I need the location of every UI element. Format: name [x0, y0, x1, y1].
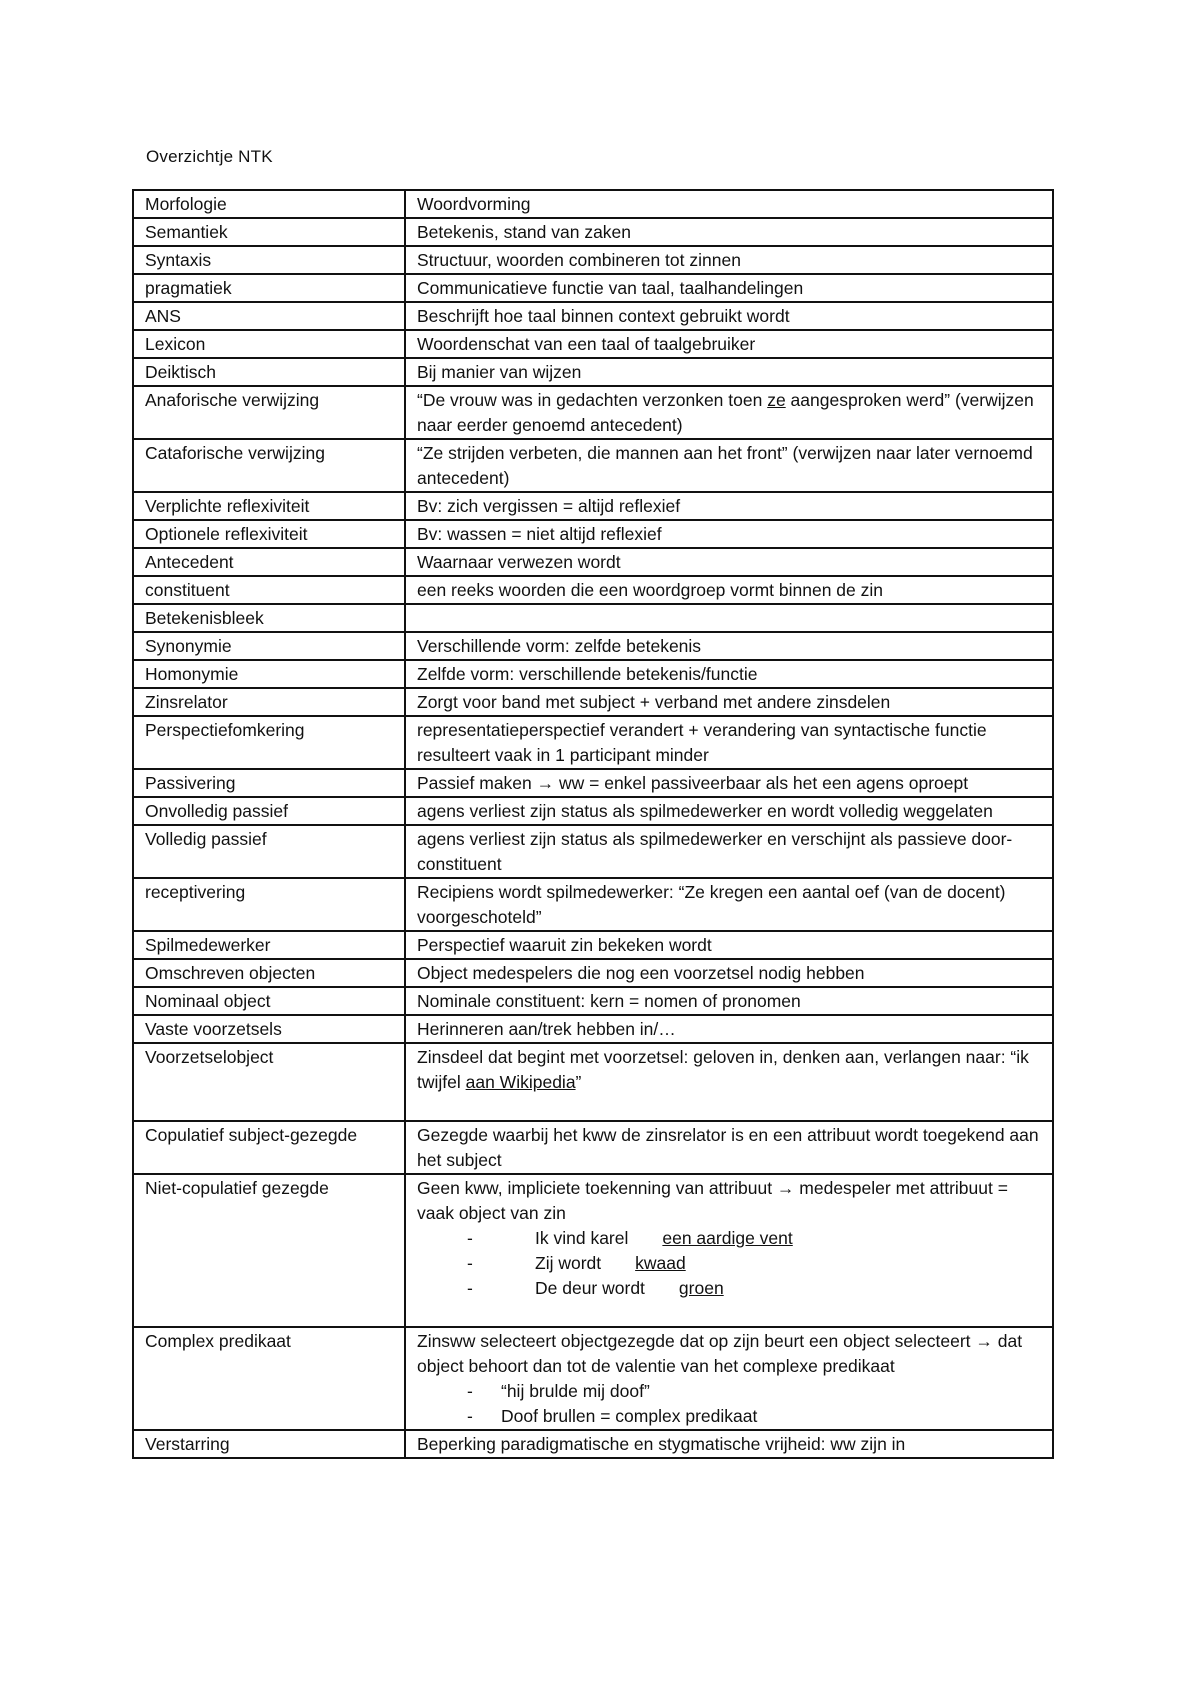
term-cell: Perspectiefomkering	[133, 716, 405, 769]
term-cell: Volledig passief	[133, 825, 405, 878]
table-row	[133, 330, 1053, 358]
table-row	[133, 1174, 1053, 1327]
definition-cell: Passief maken → ww = enkel passiveerbaar als het een agens oproept	[405, 769, 1053, 797]
table-row	[133, 386, 1053, 439]
bullet-text: Zij wordt	[535, 1253, 602, 1273]
table-row	[133, 931, 1053, 959]
table-row	[133, 769, 1053, 797]
table-row	[133, 1327, 1053, 1430]
underlined-text: een aardige vent	[662, 1228, 793, 1248]
document-title: Overzichtje NTK	[146, 147, 273, 166]
table-row	[133, 576, 1053, 604]
definition-cell: representatieperspectief verandert + verandering van syntactische functie resulteert vaak in 1 participant minder	[405, 716, 1053, 769]
table-row	[133, 246, 1053, 274]
definition-cell: agens verliest zijn status als spilmedewerker en wordt volledig weggelaten	[405, 797, 1053, 825]
definition-cell: een reeks woorden die een woordgroep vormt binnen de zin	[405, 576, 1053, 604]
term-cell: pragmatiek	[133, 274, 405, 302]
term-cell: Cataforische verwijzing	[133, 439, 405, 492]
definition-cell: Object medespelers die nog een voorzetsel nodig hebben	[405, 959, 1053, 987]
definition-cell	[405, 1043, 1053, 1121]
table-row	[133, 632, 1053, 660]
table-row	[133, 1430, 1053, 1458]
term-cell: Vaste voorzetsels	[133, 1015, 405, 1043]
table-row	[133, 520, 1053, 548]
term-cell: Verplichte reflexiviteit	[133, 492, 405, 520]
term-cell: Voorzetselobject	[133, 1043, 405, 1121]
glossary-table	[132, 189, 1054, 1459]
term-cell: Omschreven objecten	[133, 959, 405, 987]
term-cell: Morfologie	[133, 190, 405, 218]
definition-cell: Beperking paradigmatische en stygmatische vrijheid: ww zijn in	[405, 1430, 1053, 1458]
bullet-text: Ik vind karel	[535, 1228, 629, 1248]
term-cell: Lexicon	[133, 330, 405, 358]
table-row	[133, 797, 1053, 825]
definition-text: aangesproken werd” (verwijzen naar eerder genoemd antecedent)	[417, 390, 1034, 435]
definition-cell: Herinneren aan/trek hebben in/…	[405, 1015, 1053, 1043]
definition-cell: Woordenschat van een taal of taalgebruiker	[405, 330, 1053, 358]
definition-text: “De vrouw was in gedachten verzonken toen	[417, 390, 768, 410]
table-row	[133, 604, 1053, 632]
bullet-item	[417, 1276, 1042, 1301]
term-cell: Betekenisbleek	[133, 604, 405, 632]
term-cell: ANS	[133, 302, 405, 330]
definition-cell-empty	[405, 604, 1053, 632]
definition-cell	[405, 386, 1053, 439]
definition-cell: Gezegde waarbij het kww de zinsrelator is en een attribuut wordt toegekend aan het subject	[405, 1121, 1053, 1174]
table-row	[133, 825, 1053, 878]
table-row	[133, 439, 1053, 492]
underlined-text: aan Wikipedia	[465, 1072, 576, 1092]
term-cell: Antecedent	[133, 548, 405, 576]
term-cell: Verstarring	[133, 1430, 405, 1458]
table-row	[133, 492, 1053, 520]
definition-text: Zinsww selecteert objectgezegde dat op zijn beurt een object selecteert → dat object behoort dan tot de valentie van het complexe predikaat	[417, 1331, 1023, 1376]
term-cell: Onvolledig passief	[133, 797, 405, 825]
definition-cell: Verschillende vorm: zelfde betekenis	[405, 632, 1053, 660]
definition-cell: Bv: zich vergissen = altijd reflexief	[405, 492, 1053, 520]
term-cell: receptivering	[133, 878, 405, 931]
table-row	[133, 688, 1053, 716]
term-cell: constituent	[133, 576, 405, 604]
underlined-text: kwaad	[635, 1253, 686, 1273]
underlined-text: ze	[767, 390, 786, 410]
term-cell: Passivering	[133, 769, 405, 797]
table-row	[133, 1121, 1053, 1174]
term-cell: Niet-copulatief gezegde	[133, 1174, 405, 1327]
term-cell: Zinsrelator	[133, 688, 405, 716]
definition-cell: Bv: wassen = niet altijd reflexief	[405, 520, 1053, 548]
term-cell: Syntaxis	[133, 246, 405, 274]
definition-text: Zinsdeel dat begint met voorzetsel: geloven in, denken aan, verlangen naar: “ik twijfel	[417, 1047, 1029, 1092]
definition-cell: Beschrijft hoe taal binnen context gebruikt wordt	[405, 302, 1053, 330]
table-row	[133, 878, 1053, 931]
table-row	[133, 548, 1053, 576]
table-row	[133, 358, 1053, 386]
term-cell: Homonymie	[133, 660, 405, 688]
definition-cell: agens verliest zijn status als spilmedewerker en verschijnt als passieve door-constituent	[405, 825, 1053, 878]
definition-text: ”	[575, 1072, 582, 1092]
table-row	[133, 987, 1053, 1015]
definition-text: Geen kww, impliciete toekenning van attribuut → medespeler met attribuut = vaak object van zin	[417, 1178, 1008, 1223]
table-row	[133, 274, 1053, 302]
definition-cell: Zorgt voor band met subject + verband met andere zinsdelen	[405, 688, 1053, 716]
bullet-text: “hij brulde mij doof”	[501, 1381, 650, 1401]
term-cell: Copulatief subject-gezegde	[133, 1121, 405, 1174]
definition-cell: Structuur, woorden combineren tot zinnen	[405, 246, 1053, 274]
underlined-text: groen	[678, 1278, 724, 1298]
table-row	[133, 660, 1053, 688]
term-cell: Semantiek	[133, 218, 405, 246]
term-cell: Anaforische verwijzing	[133, 386, 405, 439]
definition-cell: Communicatieve functie van taal, taalhandelingen	[405, 274, 1053, 302]
term-cell: Synonymie	[133, 632, 405, 660]
definition-cell: Betekenis, stand van zaken	[405, 218, 1053, 246]
definition-cell: Zelfde vorm: verschillende betekenis/functie	[405, 660, 1053, 688]
definition-cell: Perspectief waaruit zin bekeken wordt	[405, 931, 1053, 959]
table-row	[133, 1015, 1053, 1043]
table-row	[133, 1043, 1053, 1121]
table-row	[133, 302, 1053, 330]
bullet-item	[417, 1226, 1042, 1251]
table-row	[133, 716, 1053, 769]
term-cell: Optionele reflexiviteit	[133, 520, 405, 548]
term-cell: Nominaal object	[133, 987, 405, 1015]
bullet-item	[417, 1379, 1042, 1404]
bullet-text: Doof brullen = complex predikaat	[501, 1406, 758, 1426]
bullet-item	[417, 1404, 1042, 1429]
term-cell: Deiktisch	[133, 358, 405, 386]
term-cell: Spilmedewerker	[133, 931, 405, 959]
table-row	[133, 959, 1053, 987]
definition-cell: Nominale constituent: kern = nomen of pronomen	[405, 987, 1053, 1015]
table-row	[133, 190, 1053, 218]
definition-cell: “Ze strijden verbeten, die mannen aan het front” (verwijzen naar later vernoemd antecedent)	[405, 439, 1053, 492]
definition-cell: Waarnaar verwezen wordt	[405, 548, 1053, 576]
definition-cell: Bij manier van wijzen	[405, 358, 1053, 386]
definition-cell: Recipiens wordt spilmedewerker: “Ze kregen een aantal oef (van de docent) voorgeschoteld”	[405, 878, 1053, 931]
definition-cell	[405, 1327, 1053, 1430]
bullet-item	[417, 1251, 1042, 1276]
term-cell: Complex predikaat	[133, 1327, 405, 1430]
definition-cell	[405, 1174, 1053, 1327]
definition-cell: Woordvorming	[405, 190, 1053, 218]
table-row	[133, 218, 1053, 246]
bullet-text: De deur wordt	[535, 1278, 645, 1298]
